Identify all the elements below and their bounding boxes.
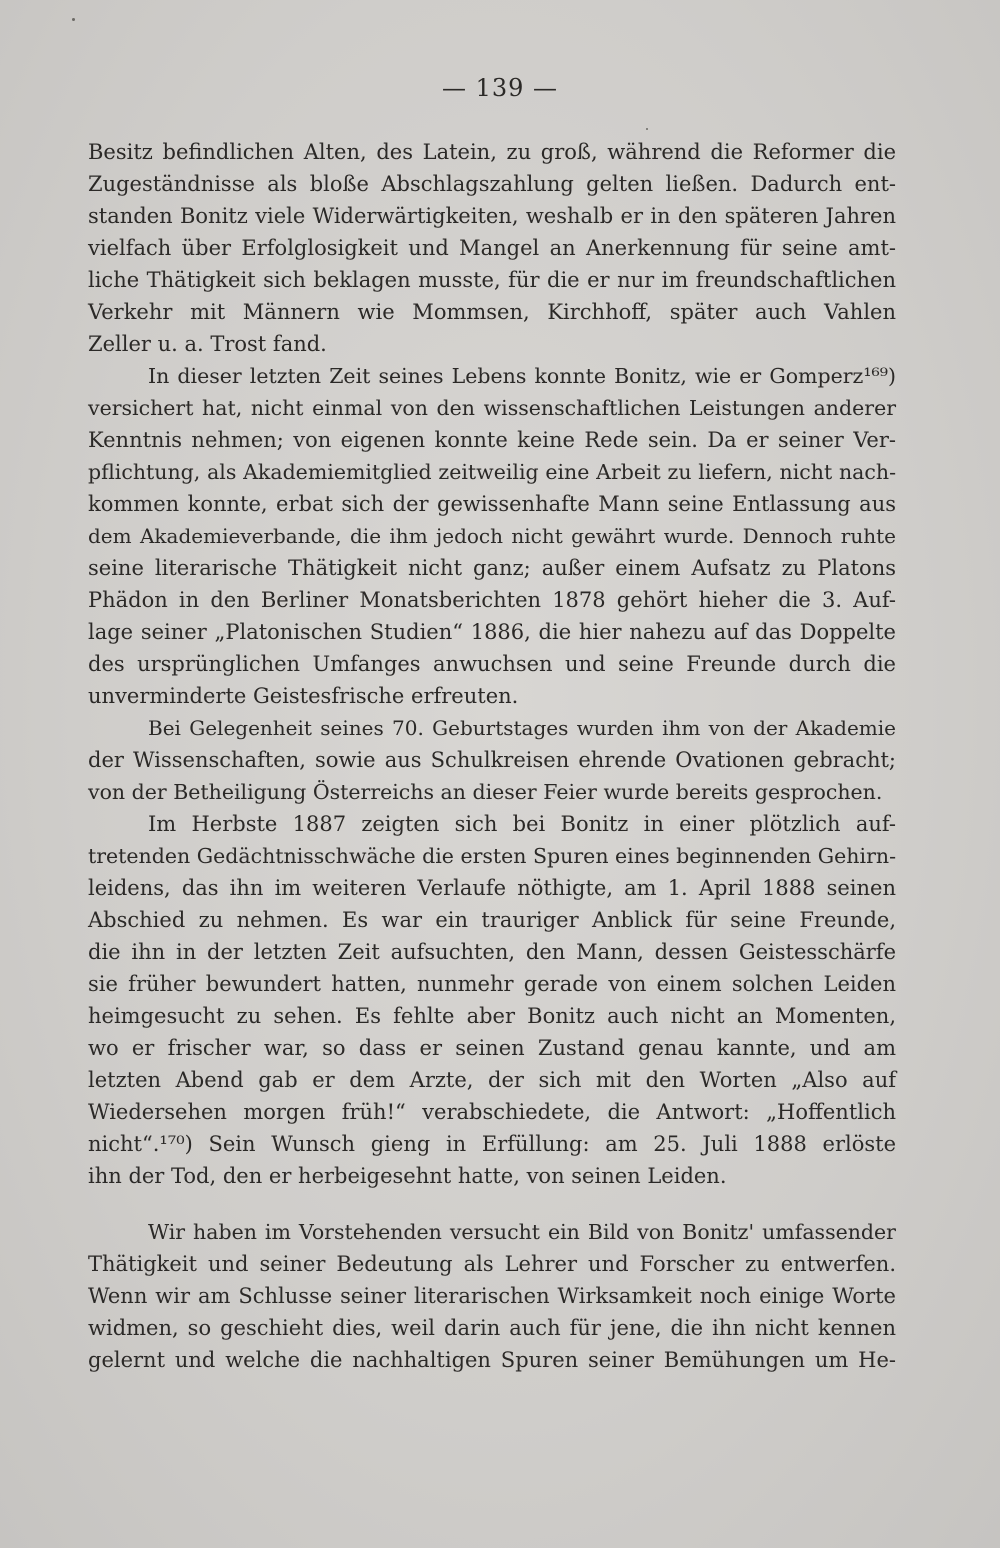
text-line: heimgesucht zu sehen. Es fehlte aber Bonitz auch nicht an Momenten, xyxy=(88,1004,896,1028)
text-line: Zeller u. a. Trost fand. xyxy=(88,332,327,356)
text-line: kommen konnte, erbat sich der gewissenhafte Mann seine Entlassung aus xyxy=(88,492,896,516)
text-line: der Wissenschaften, sowie aus Schulkreisen ehrende Ovationen gebracht; xyxy=(88,748,896,772)
text-line: lage seiner „Platonischen Studien“ 1886, die hier nahezu auf das Doppelte xyxy=(88,620,896,644)
text-line: Wiedersehen morgen früh!“ verabschiedete, die Antwort: „Hoffentlich xyxy=(88,1100,896,1124)
text-line: von der Betheiligung Österreichs an dieser Feier wurde bereits gesprochen. xyxy=(88,780,883,804)
text-line: dem Akademieverbande, die ihm jedoch nicht gewährt wurde. Dennoch ruhte xyxy=(88,524,896,548)
text-line: wo er frischer war, so dass er seinen Zustand genau kannte, und am xyxy=(88,1036,896,1060)
text-line: ihn der Tod, den er herbeigesehnt hatte, von seinen Leiden. xyxy=(88,1164,727,1188)
text-line: Wenn wir am Schlusse seiner literarischen Wirksamkeit noch einige Worte xyxy=(88,1284,896,1308)
text-line: Besitz befindlichen Alten, des Latein, zu groß, während die Reformer die xyxy=(88,140,896,164)
text-line: Wir haben im Vorstehenden versucht ein Bild von Bonitz' umfassender xyxy=(148,1220,896,1244)
text-line: Kenntnis nehmen; von eigenen konnte keine Rede sein. Da er seiner Ver- xyxy=(88,428,896,452)
text-line: Phädon in den Berliner Monatsberichten 1878 gehört hieher die 3. Auf- xyxy=(88,588,896,612)
text-line: leidens, das ihn im weiteren Verlaufe nöthigte, am 1. April 1888 seinen xyxy=(88,876,896,900)
page-number: — 139 — xyxy=(441,74,559,102)
text-line: Im Herbste 1887 zeigten sich bei Bonitz in einer plötzlich auf- xyxy=(148,812,896,836)
text-line: pflichtung, als Akademiemitglied zeitweilig eine Arbeit zu liefern, nicht nach- xyxy=(88,460,896,484)
text-line: liche Thätigkeit sich beklagen musste, für die er nur im freundschaftlichen xyxy=(88,268,896,292)
text-line: Abschied zu nehmen. Es war ein trauriger Anblick für seine Freunde, xyxy=(88,908,896,932)
text-line: unverminderte Geistesfrische erfreuten. xyxy=(88,684,519,708)
text-line: seine literarische Thätigkeit nicht ganz; außer einem Aufsatz zu Platons xyxy=(88,556,896,580)
text-line: Thätigkeit und seiner Bedeutung als Lehrer und Forscher zu entwerfen. xyxy=(88,1252,896,1276)
text-line: widmen, so geschieht dies, weil darin auch für jene, die ihn nicht kennen xyxy=(88,1316,896,1340)
text-line: Verkehr mit Männern wie Mommsen, Kirchhoff, später auch Vahlen xyxy=(88,300,896,324)
text-line: gelernt und welche die nachhaltigen Spuren seiner Bemühungen um He- xyxy=(88,1348,896,1372)
text-line: In dieser letzten Zeit seines Lebens konnte Bonitz, wie er Gomperz¹⁶⁹) xyxy=(148,364,896,388)
text-line: versichert hat, nicht einmal von den wissenschaftlichen Leistungen anderer xyxy=(88,396,896,420)
text-line: standen Bonitz viele Widerwärtigkeiten, weshalb er in den späteren Jahren xyxy=(88,204,896,228)
text-line: sie früher bewundert hatten, nunmehr gerade von einem solchen Leiden xyxy=(88,972,896,996)
text-line: die ihn in der letzten Zeit aufsuchten, den Mann, dessen Geistesschärfe xyxy=(88,940,896,964)
text-line: nicht“.¹⁷⁰) Sein Wunsch gieng in Erfüllung: am 25. Juli 1888 erlöste xyxy=(88,1132,896,1156)
paper-speck xyxy=(72,18,75,21)
text-line: vielfach über Erfolglosigkeit und Mangel an Anerkennung für seine amt- xyxy=(88,236,896,260)
paper-speck xyxy=(646,128,648,130)
text-line: des ursprünglichen Umfanges anwuchsen und seine Freunde durch die xyxy=(88,652,896,676)
text-line: tretenden Gedächtnisschwäche die ersten Spuren eines beginnenden Gehirn- xyxy=(88,844,896,868)
text-line: Bei Gelegenheit seines 70. Geburtstages wurden ihm von der Akademie xyxy=(148,716,896,740)
text-line: letzten Abend gab er dem Arzte, der sich mit den Worten „Also auf xyxy=(88,1068,896,1092)
text-line: Zugeständnisse als bloße Abschlagszahlung gelten ließen. Dadurch ent- xyxy=(88,172,896,196)
